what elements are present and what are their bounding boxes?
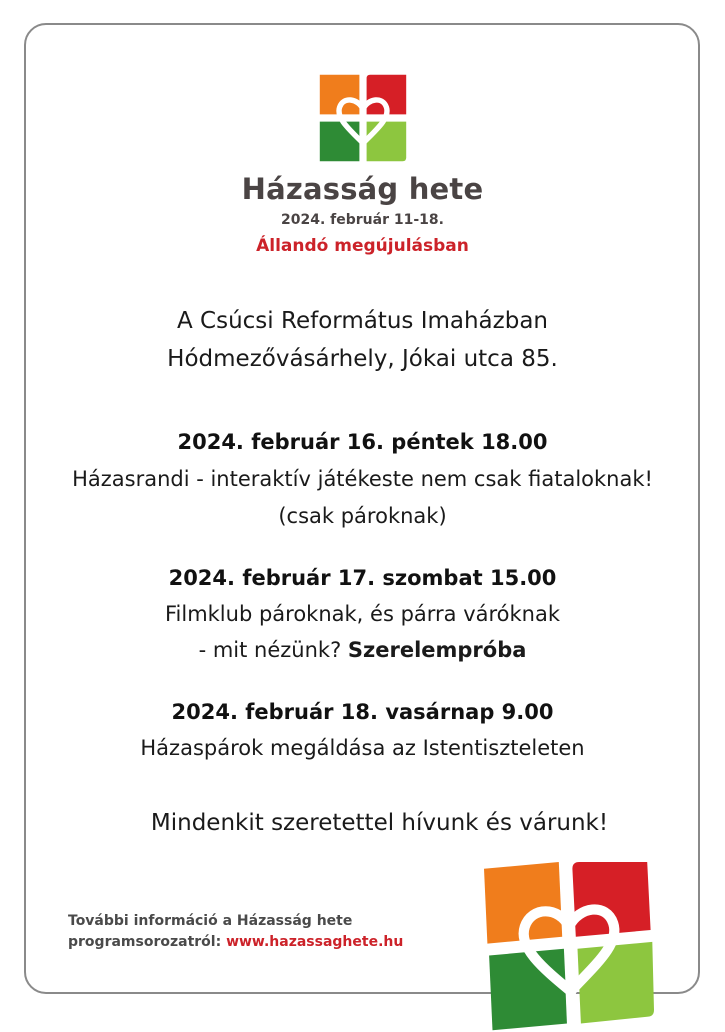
location-venue: A Csúcsi Református Imaházban [177, 308, 548, 334]
brand-dates: 2024. február 11-18. [281, 212, 444, 228]
event-2-heading: 2024. február 17. szombat 15.00 [168, 566, 557, 590]
event-1-note: (csak pároknak) [278, 504, 447, 528]
footer-line-2 [68, 932, 403, 953]
event-1-description: Házasrandi - interaktív játékeste nem csak fiataloknak! [72, 467, 653, 491]
event-3-heading: 2024. február 18. vasárnap 9.00 [171, 700, 554, 724]
footer-line-1: További információ a Házasság hete [68, 913, 353, 929]
event-3-description: Házaspárok megáldása az Istentiszteleten [140, 736, 585, 760]
footer-info [68, 911, 403, 953]
footer-line-2-prefix: programsorozatról: [68, 934, 227, 950]
event-2-film-title: Szerelempróba [347, 638, 527, 662]
event-1-heading: 2024. február 16. péntek 18.00 [177, 430, 548, 454]
brand-tagline: Állandó megújulásban [256, 236, 469, 256]
event-2-film-prefix: - mit nézünk? [198, 638, 348, 662]
event-2-description: Filmklub pároknak, és párra váróknak [164, 602, 561, 626]
location-address: Hódmezővásárhely, Jókai utca 85. [167, 346, 558, 372]
heart-squares-logo-icon [318, 73, 408, 163]
heart-squares-logo-bottom-icon [484, 862, 654, 1032]
website-link[interactable]: www.hazassaghete.hu [226, 934, 404, 950]
event-2-film-line [0, 638, 725, 662]
closing-invitation: Mindenkit szeretettel hívunk és várunk! [150, 810, 609, 836]
brand-title: Házasság hete [241, 172, 484, 206]
